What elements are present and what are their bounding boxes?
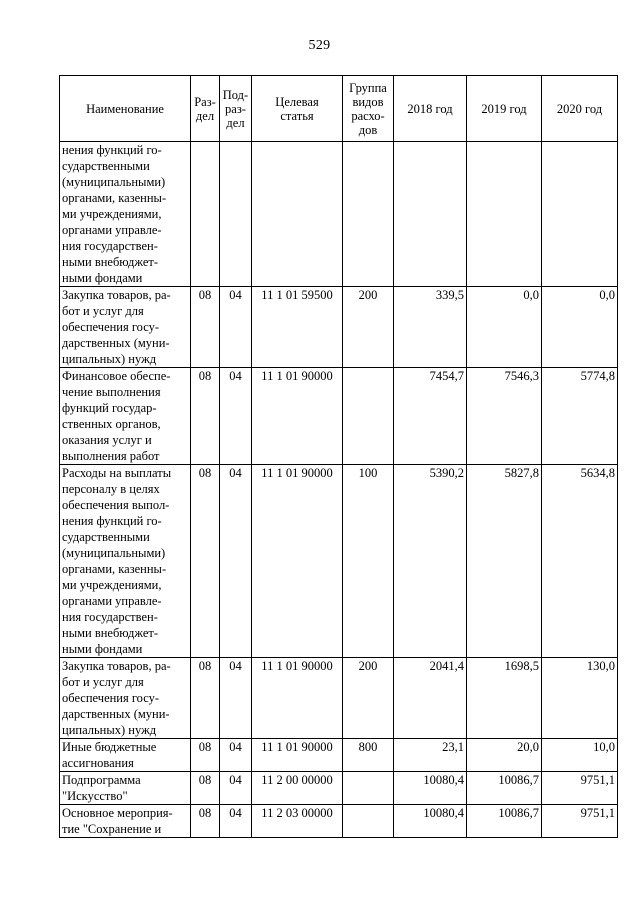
cell-2019: 1698,5 [467,658,542,739]
cell-target: 11 1 01 90000 [252,739,343,772]
cell-2019: 5827,8 [467,465,542,658]
cell-target: 11 2 00 00000 [252,772,343,805]
cell-group [343,805,394,838]
cell-section: 08 [191,805,220,838]
table-row [60,658,618,739]
cell-group: 100 [343,465,394,658]
header-subsection: Под- раз- дел [220,76,252,142]
cell-section [191,142,220,287]
header-section: Раз- дел [191,76,220,142]
cell-name: Закупка товаров, ра- бот и услуг для обеспечения госу- дарственных (муни- ципальных) нужд [60,287,191,368]
cell-group: 200 [343,658,394,739]
cell-2019: 20,0 [467,739,542,772]
cell-2018: 2041,4 [394,658,467,739]
cell-section: 08 [191,739,220,772]
cell-2018: 10080,4 [394,805,467,838]
table-row [60,772,618,805]
header-row [60,76,618,142]
header-target: Целевая статья [252,76,343,142]
cell-subsection: 04 [220,658,252,739]
cell-group [343,772,394,805]
cell-2020: 5774,8 [542,368,618,465]
cell-2020: 0,0 [542,287,618,368]
cell-subsection [220,142,252,287]
budget-table [59,75,618,838]
cell-2020: 130,0 [542,658,618,739]
cell-target [252,142,343,287]
cell-target: 11 1 01 59500 [252,287,343,368]
cell-2020: 5634,8 [542,465,618,658]
cell-section: 08 [191,658,220,739]
cell-2019: 7546,3 [467,368,542,465]
cell-name: Подпрограмма "Искусство" [60,772,191,805]
cell-2020: 9751,1 [542,772,618,805]
cell-subsection: 04 [220,805,252,838]
cell-name: Расходы на выплаты персоналу в целях обеспечения выпол- нения функций го- сударственными (муниципальными) органами, казенны- ми учреждениями, органами управле- ния государствен- ными внебюджет- ными фондами [60,465,191,658]
cell-name: Иные бюджетные ассигнования [60,739,191,772]
page-number: 529 [308,38,331,53]
cell-section: 08 [191,368,220,465]
cell-2018: 23,1 [394,739,467,772]
cell-subsection: 04 [220,772,252,805]
table-row [60,739,618,772]
cell-2018: 5390,2 [394,465,467,658]
table-row [60,465,618,658]
cell-group: 800 [343,739,394,772]
cell-target: 11 2 03 00000 [252,805,343,838]
cell-2018: 339,5 [394,287,467,368]
cell-subsection: 04 [220,739,252,772]
cell-name: Закупка товаров, ра- бот и услуг для обеспечения госу- дарственных (муни- ципальных) нужд [60,658,191,739]
cell-2018 [394,142,467,287]
cell-target: 11 1 01 90000 [252,658,343,739]
cell-group [343,142,394,287]
header-2019: 2019 год [467,76,542,142]
header-group: Группа видов расхо- дов [343,76,394,142]
cell-2020: 10,0 [542,739,618,772]
cell-target: 11 1 01 90000 [252,368,343,465]
cell-group [343,368,394,465]
cell-2019: 10086,7 [467,772,542,805]
cell-subsection: 04 [220,465,252,658]
cell-2018: 10080,4 [394,772,467,805]
cell-2019: 0,0 [467,287,542,368]
cell-2018: 7454,7 [394,368,467,465]
header-name: Наименование [60,76,191,142]
header-2018: 2018 год [394,76,467,142]
table-row [60,805,618,838]
cell-group: 200 [343,287,394,368]
table-row [60,142,618,287]
cell-name: нения функций го- сударственными (муниципальными) органами, казенны- ми учреждениями, органами управле- ния государствен- ными внебюджет- ными фондами [60,142,191,287]
cell-target: 11 1 01 90000 [252,465,343,658]
cell-2019: 10086,7 [467,805,542,838]
cell-section: 08 [191,772,220,805]
table-row [60,368,618,465]
cell-2020 [542,142,618,287]
cell-section: 08 [191,287,220,368]
cell-name: Основное мероприя- тие "Сохранение и [60,805,191,838]
cell-subsection: 04 [220,368,252,465]
cell-name: Финансовое обеспе- чение выполнения функций государ- ственных органов, оказания услуг и выполнения работ [60,368,191,465]
cell-subsection: 04 [220,287,252,368]
cell-2019 [467,142,542,287]
cell-2020: 9751,1 [542,805,618,838]
table-row [60,287,618,368]
header-2020: 2020 год [542,76,618,142]
cell-section: 08 [191,465,220,658]
